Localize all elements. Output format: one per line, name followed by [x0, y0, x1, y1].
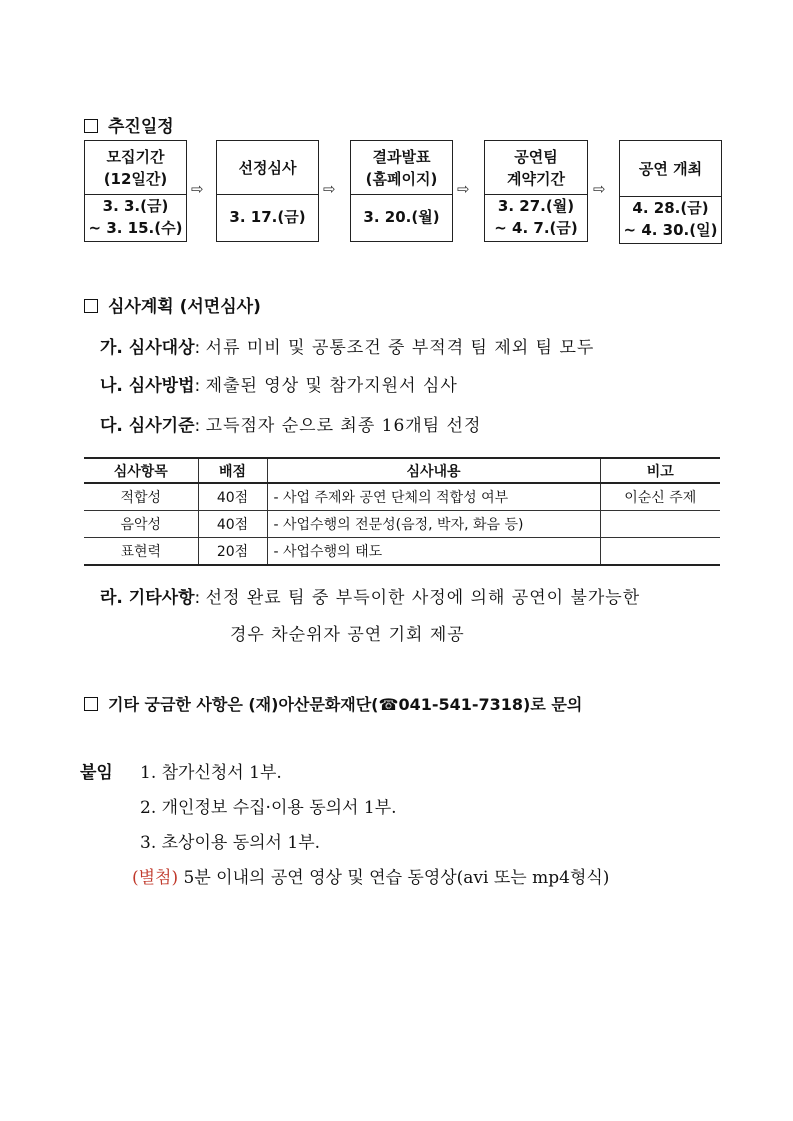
- step-subtitle: 계약기간: [507, 169, 565, 188]
- step-date-end: ~ 4. 30.(일): [623, 221, 718, 239]
- cell-note: [600, 538, 720, 566]
- step-date-end: ~ 4. 7.(금): [494, 219, 578, 237]
- right-arrow-icon: ⇨: [593, 180, 606, 198]
- step-title: 선정심사: [238, 158, 297, 177]
- table-row: [84, 483, 720, 511]
- header-content: 심사내용: [267, 458, 600, 483]
- table-row: [84, 538, 720, 566]
- item-text: 고득점자 순으로 최종 16개팀 선정: [205, 416, 482, 436]
- attachments-label: 붙임: [80, 763, 113, 783]
- contact-line: [84, 692, 582, 715]
- contact-suffix: )로 문의: [523, 695, 583, 714]
- checkbox-square-icon: [84, 697, 98, 711]
- cell-note: [600, 511, 720, 538]
- cell-content: - 사업 주제와 공연 단체의 적합성 여부: [267, 483, 600, 511]
- attachment-note: [132, 863, 609, 888]
- attachment-item: 1. 참가신청서 1부.: [140, 763, 282, 783]
- checkbox-square-icon: [84, 299, 98, 313]
- cell-category: 음악성: [84, 511, 198, 538]
- step-date-start: 3. 27.(월): [497, 197, 575, 215]
- table-row: [84, 511, 720, 538]
- plan-item-criteria: 다. 심사기준: 고득점자 순으로 최종 16개팀 선정: [100, 416, 482, 436]
- attachment-item: 2. 개인정보 수집·이용 동의서 1부.: [140, 798, 397, 818]
- cell-content: - 사업수행의 태도: [267, 538, 600, 566]
- plan-item-method: 나. 심사방법: 제출된 영상 및 참가지원서 심사: [100, 376, 458, 396]
- cell-category: 적합성: [84, 483, 198, 511]
- step-date-start: 3. 20.(월): [363, 208, 440, 226]
- step-title: 결과발표: [372, 147, 431, 166]
- note-text: 5분 이내의 공연 영상 및 연습 동영상(avi 또는 mp4형식): [183, 868, 610, 888]
- item-label: 가. 심사대상: [100, 338, 195, 358]
- plan-item-other: 라. 기타사항: 선정 완료 팀 중 부득이한 사정에 의해 공연이 불가능한: [100, 588, 641, 608]
- item-text: 제출된 영상 및 참가지원서 심사: [205, 376, 458, 396]
- schedule-step-announcement: [350, 140, 453, 242]
- cell-score: 20점: [198, 538, 267, 566]
- step-subtitle: (12일간): [103, 169, 168, 188]
- schedule-step-contract: [484, 140, 588, 242]
- step-date-start: 4. 28.(금): [632, 199, 709, 217]
- item-text-line2: 경우 차순위자 공연 기회 제공: [230, 625, 465, 645]
- contact-prefix: 기타 궁금한 사항은 (재)아산문화재단(: [108, 695, 379, 714]
- step-title: 모집기간: [106, 147, 165, 166]
- cell-category: 표현력: [84, 538, 198, 566]
- step-title: 공연팀: [514, 147, 558, 166]
- step-date-start: 3. 17.(금): [229, 208, 306, 226]
- table-header-row: [84, 458, 720, 483]
- criteria-table: [84, 457, 720, 566]
- attachment-item: 3. 초상이용 동의서 1부.: [140, 833, 321, 853]
- phone-icon: ☎: [378, 695, 399, 714]
- item-text: 서류 미비 및 공통조건 중 부적격 팀 제외 팀 모두: [205, 338, 595, 358]
- step-date-end: ~ 3. 15.(수): [88, 219, 183, 237]
- note-label: (별첨): [132, 868, 179, 888]
- header-category: 심사항목: [84, 458, 198, 483]
- item-label: 나. 심사방법: [100, 376, 195, 396]
- header-note: 비고: [600, 458, 720, 483]
- cell-note: 이순신 주제: [600, 483, 720, 511]
- cell-content: - 사업수행의 전문성(음정, 박자, 화음 등): [267, 511, 600, 538]
- header-score: 배점: [198, 458, 267, 483]
- item-label: 다. 심사기준: [100, 416, 195, 436]
- checkbox-square-icon: [84, 119, 98, 133]
- schedule-step-screening: [216, 140, 319, 242]
- plan-item-other-cont: [230, 620, 465, 645]
- schedule-step-recruitment: [84, 140, 187, 242]
- right-arrow-icon: ⇨: [457, 180, 470, 198]
- cell-score: 40점: [198, 511, 267, 538]
- schedule-heading: 추진일정: [84, 112, 174, 137]
- schedule-step-performance: [619, 140, 722, 244]
- step-date-start: 3. 3.(금): [102, 197, 169, 215]
- step-title: 공연 개최: [638, 159, 703, 178]
- cell-score: 40점: [198, 483, 267, 511]
- plan-item-target: 가. 심사대상: 서류 미비 및 공통조건 중 부적격 팀 제외 팀 모두: [100, 338, 595, 358]
- step-subtitle: (홈페이지): [365, 169, 438, 188]
- plan-heading: 심사계획 (서면심사): [84, 292, 261, 317]
- item-text-line1: 선정 완료 팀 중 부득이한 사정에 의해 공연이 불가능한: [205, 588, 641, 608]
- item-label: 라. 기타사항: [100, 588, 195, 608]
- right-arrow-icon: ⇨: [323, 180, 336, 198]
- contact-phone: 041-541-7318: [398, 695, 524, 714]
- right-arrow-icon: ⇨: [191, 180, 204, 198]
